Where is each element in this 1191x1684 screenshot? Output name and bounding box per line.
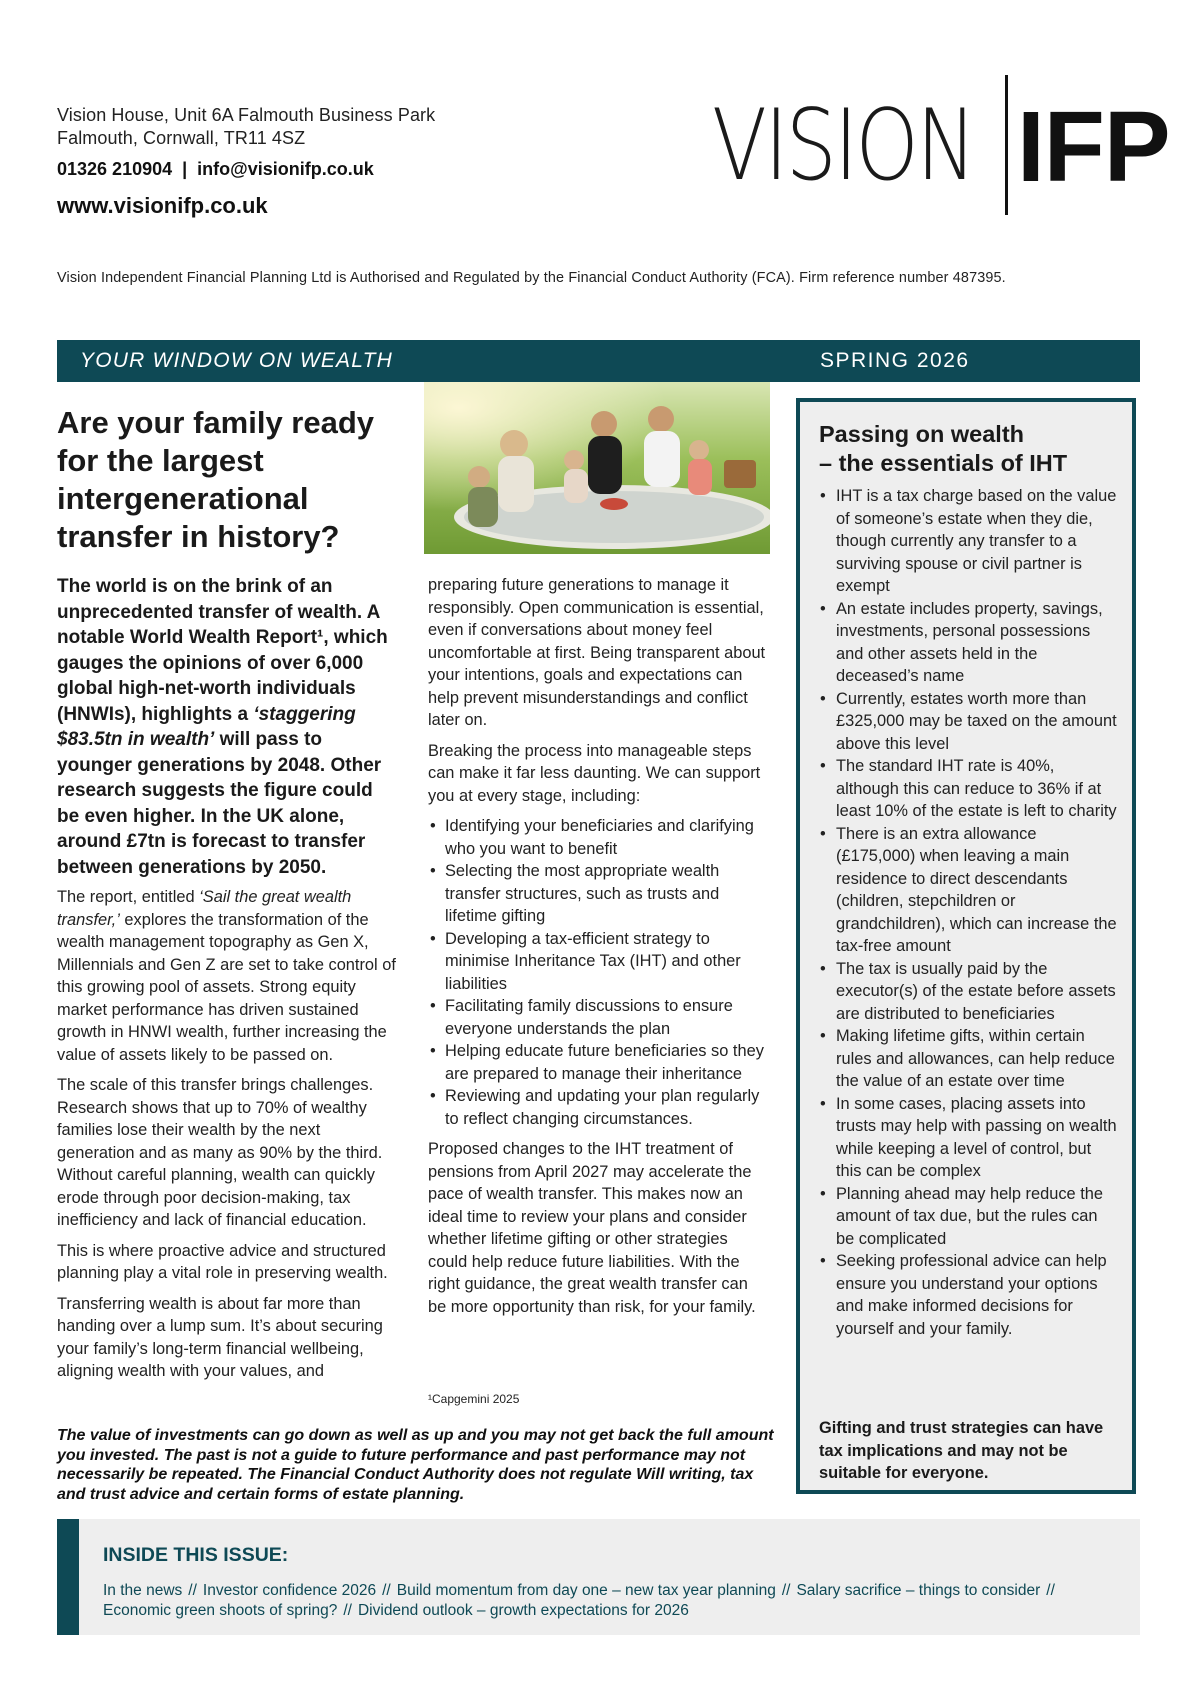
list-item: • In some cases, placing assets into trusts may help with passing on wealth while keeping a level of control, but this can be complex [819,1093,1119,1183]
list-item: • There is an extra allowance (£175,000) when leaving a main residence to direct descendants (children, stepchildren or grandchildren), which can increase the tax-free amount [819,823,1119,958]
list-item: • Selecting the most appropriate wealth transfer structures, such as trusts and lifetime gifting [428,860,770,928]
list-item: • The tax is usually paid by the executor(s) of the estate before assets are distributed to beneficiaries [819,958,1119,1026]
lead-quote: ‘staggering $83.5tn in wealth’ [57,703,356,750]
inside-this-issue [57,1519,1140,1635]
vision-ifp-logo [712,75,1170,215]
issue-item[interactable]: Build momentum from day one – new tax year planning [396,1582,776,1599]
list-item: • Making lifetime gifts, within certain rules and allowances, can help reduce the value of an estate over time [819,1025,1119,1093]
banner-issue-date: SPRING 2026 [820,349,970,372]
address-line-1: Vision House, Unit 6A Falmouth Business Park [57,105,436,125]
lead-text-1: The world is on the brink of an unprecedented transfer of wealth. A notable World Wealth Report¹, which gauges the opinions of over 6,000 global high-net-worth individuals (HNWIs), highlights a [57,576,388,725]
iht-essentials-list [819,485,1119,1340]
issue-item[interactable]: Salary sacrifice – things to consider [796,1582,1041,1599]
issue-item[interactable]: Dividend outlook – growth expectations for 2026 [357,1602,689,1619]
report-title: ‘Sail the great wealth transfer,’ [57,888,352,929]
lead-text-2: will pass to younger generations by 2048. Other research suggests the figure could be even higher. In the UK alone, around £7tn is forecast to transfer between generations by 2050. [57,729,382,878]
article-paragraph: Proposed changes to the IHT treatment of pensions from April 2027 may accelerate the pace of wealth transfer. This makes now an ideal time to review your plans and consider whether lifetime gifting or other strategies could help reduce future liabilities. With the right guidance, the great wealth transfer can be more opportunity than risk, for your family. [428,1140,756,1316]
article-paragraph: Transferring wealth is about far more than handing over a lump sum. It’s about securing your family’s long-term financial wellbeing, aligning wealth with your values, and [57,1294,383,1380]
list-item: • Planning ahead may help reduce the amount of tax due, but the rules can be complicated [819,1183,1119,1251]
list-item: • Helping educate future beneficiaries so they are prepared to manage their inheritance [428,1040,770,1085]
article-column-1 [57,886,397,1391]
regulatory-statement: Vision Independent Financial Planning Ltd is Authorised and Regulated by the Financial Conduct Authority (FCA). Firm reference number 487395. [57,270,1006,286]
item-divider: // [781,1582,791,1599]
issue-contents [103,1581,1123,1621]
risk-disclaimer: The value of investments can go down as well as up and you may not get back the full amount you invested. The past is not a guide to future performance and past performance may not necessarily be repeated. The Financial Conduct Authority does not regulate Will writing, tax and trust advice and certain forms of estate planning. [57,1427,774,1503]
paragraph-text: The report, entitled [57,888,200,906]
article-paragraph: Breaking the process into manageable steps can make it far less daunting. We can support you at every stage, including: [428,741,761,805]
issue-banner [57,340,1140,382]
list-item: • Facilitating family discussions to ensure everyone understands the plan [428,995,770,1040]
list-item: • Currently, estates worth more than £325,000 may be taxed on the amount above this level [819,688,1119,756]
article-title: Are your family ready for the largest intergenerational transfer in history? [57,405,375,554]
phone-number: 01326 210904 [57,159,173,179]
company-address [57,104,435,150]
item-divider: // [188,1582,197,1599]
issue-item[interactable]: Investor confidence 2026 [202,1582,377,1599]
footnote: ¹Capgemini 2025 [428,1392,520,1406]
article-paragraph [57,886,397,1066]
contact-separator: | [182,159,188,179]
website-link[interactable]: www.visionifp.co.uk [57,193,268,218]
logo-wordmark-left: VISION [712,89,974,203]
support-list [428,815,770,1130]
logo-wordmark-right: IFP [1017,91,1170,203]
logo-divider [1005,75,1008,215]
list-item: • Identifying your beneficiaries and clarifying who you want to benefit [428,815,770,860]
list-item: • IHT is a tax charge based on the value of someone’s estate when they die, though currently any transfer to a surviving spouse or civil partner is exempt [819,485,1119,598]
article-paragraph: preparing future generations to manage it responsibly. Open communication is essential, even if conversations about money feel uncomfortable at first. Being transparent about your intentions, goals and expectations can help prevent misunderstandings and conflict later on. [428,576,766,729]
list-item: • Developing a tax-efficient strategy to minimise Inheritance Tax (IHT) and other liabilities [428,928,770,996]
list-item: • Reviewing and updating your plan regularly to reflect changing circumstances. [428,1085,770,1130]
article-lead [57,574,395,880]
sidebar-title-line-1: Passing on wealth [819,421,1025,447]
list-item: • The standard IHT rate is 40%, although this can reduce to 36% if at least 10% of the estate is left to charity [819,755,1119,823]
item-divider: // [343,1602,352,1619]
issue-item[interactable]: In the news [103,1582,183,1599]
article-paragraph: The scale of this transfer brings challenges. Research shows that up to 70% of wealthy families lose their wealth by the next generation and as many as 90% by the third. Without careful planning, wealth can quickly erode through poor decision-making, tax inefficiency and lack of financial education. [57,1076,383,1229]
inside-heading: INSIDE THIS ISSUE: [103,1544,289,1566]
item-divider: // [382,1582,391,1599]
banner-tagline: YOUR WINDOW ON WEALTH [80,349,393,372]
accent-stripe [57,1519,79,1635]
address-line-2: Falmouth, Cornwall, TR11 4SZ [57,128,306,148]
sidebar-title-line-2: – the essentials of IHT [819,450,1068,476]
article-paragraph: This is where proactive advice and structured planning play a vital role in preserving wealth. [57,1241,388,1282]
list-item: • Seeking professional advice can help ensure you understand your options and make informed decisions for yourself and your family. [819,1250,1119,1340]
sidebar-note: Gifting and trust strategies can have tax implications and may not be suitable for everyone. [819,1419,1104,1482]
sidebar-title [819,420,1067,478]
list-item: • An estate includes property, savings, investments, personal possessions and other assets held in the deceased’s name [819,598,1119,688]
iht-sidebar [796,398,1136,1494]
paragraph-text: explores the transformation of the wealth management topography as Gen X, Millennials and Gen Z are set to take control of this growing pool of assets. Strong equity market performance has driven sustained growth in HNWI wealth, further increasing the value of assets likely to be passed on. [57,910,396,1064]
issue-item[interactable]: Economic green shoots of spring? [103,1602,338,1619]
item-divider: // [1046,1582,1055,1599]
family-picnic-photo [424,382,770,554]
contact-line [57,159,374,180]
article-column-2 [428,574,770,1326]
email-link[interactable]: info@visionifp.co.uk [197,159,374,179]
